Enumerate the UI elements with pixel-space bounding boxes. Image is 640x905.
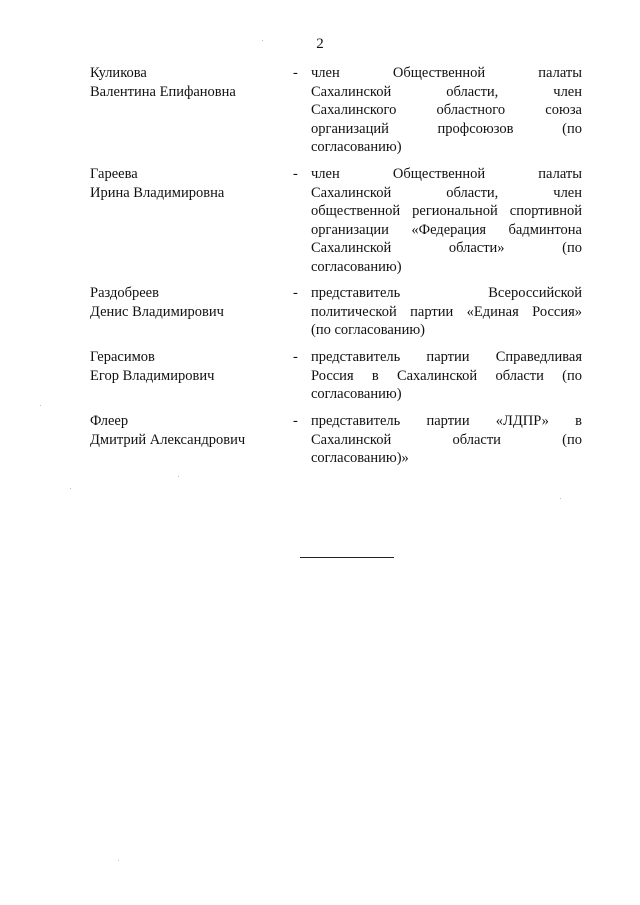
member-dash: - bbox=[293, 285, 298, 301]
member-surname: Флеер bbox=[90, 413, 129, 429]
role-line: представитель партии «ЛДПР» в bbox=[311, 413, 582, 429]
role-line: представитель Всероссийской bbox=[311, 285, 582, 301]
scan-speck bbox=[118, 860, 119, 861]
scan-speck bbox=[40, 405, 41, 406]
member-role bbox=[311, 284, 582, 340]
role-line: Сахалинской области, член bbox=[311, 184, 582, 201]
role-line: организаций профсоюзов (по bbox=[311, 120, 582, 137]
role-line: член Общественной палаты bbox=[311, 166, 582, 182]
role-line: политической партии «Единая Россия» bbox=[311, 303, 582, 320]
member-dash: - bbox=[293, 349, 298, 365]
member-surname: Герасимов bbox=[90, 349, 155, 365]
member-given-names: Ирина Владимировна bbox=[90, 184, 225, 201]
role-line: организации «Федерация бадминтона bbox=[311, 221, 582, 238]
role-line: согласованию) bbox=[311, 386, 402, 403]
member-given-names: Валентина Епифановна bbox=[90, 83, 236, 100]
role-line: Сахалинской области (по bbox=[311, 431, 582, 448]
member-role bbox=[311, 64, 582, 157]
page-number: 2 bbox=[316, 36, 324, 52]
member-name bbox=[90, 284, 280, 321]
role-line: согласованию)» bbox=[311, 450, 409, 467]
role-line: согласованию) bbox=[311, 258, 402, 275]
member-name bbox=[90, 348, 280, 385]
role-line: Россия в Сахалинской области (по bbox=[311, 367, 582, 384]
member-dash: - bbox=[293, 166, 298, 182]
member-dash: - bbox=[293, 65, 298, 81]
scan-speck bbox=[70, 488, 71, 489]
member-role bbox=[311, 412, 582, 468]
member-surname: Раздобреев bbox=[90, 285, 159, 301]
role-line: Сахалинского областного союза bbox=[311, 102, 582, 119]
member-name bbox=[90, 412, 280, 449]
role-line: общественной региональной спортивной bbox=[311, 203, 582, 220]
scan-speck bbox=[262, 40, 263, 41]
role-line: член Общественной палаты bbox=[311, 65, 582, 81]
scan-speck bbox=[560, 498, 561, 499]
role-line: Сахалинской области» (по bbox=[311, 240, 582, 257]
member-given-names: Егор Владимирович bbox=[90, 367, 215, 384]
role-line: (по согласованию) bbox=[311, 322, 425, 339]
role-line: согласованию) bbox=[311, 139, 402, 156]
role-line: Сахалинской области, член bbox=[311, 83, 582, 100]
member-role bbox=[311, 165, 582, 277]
member-name bbox=[90, 64, 280, 101]
member-surname: Куликова bbox=[90, 65, 147, 81]
role-line: представитель партии Справедливая bbox=[311, 349, 582, 365]
scan-speck bbox=[178, 476, 179, 477]
member-dash: - bbox=[293, 413, 298, 429]
closing-rule bbox=[300, 557, 394, 558]
member-name bbox=[90, 165, 280, 202]
member-given-names: Денис Владимирович bbox=[90, 303, 224, 320]
member-surname: Гареева bbox=[90, 166, 138, 182]
member-given-names: Дмитрий Александрович bbox=[90, 431, 246, 448]
member-role bbox=[311, 348, 582, 404]
